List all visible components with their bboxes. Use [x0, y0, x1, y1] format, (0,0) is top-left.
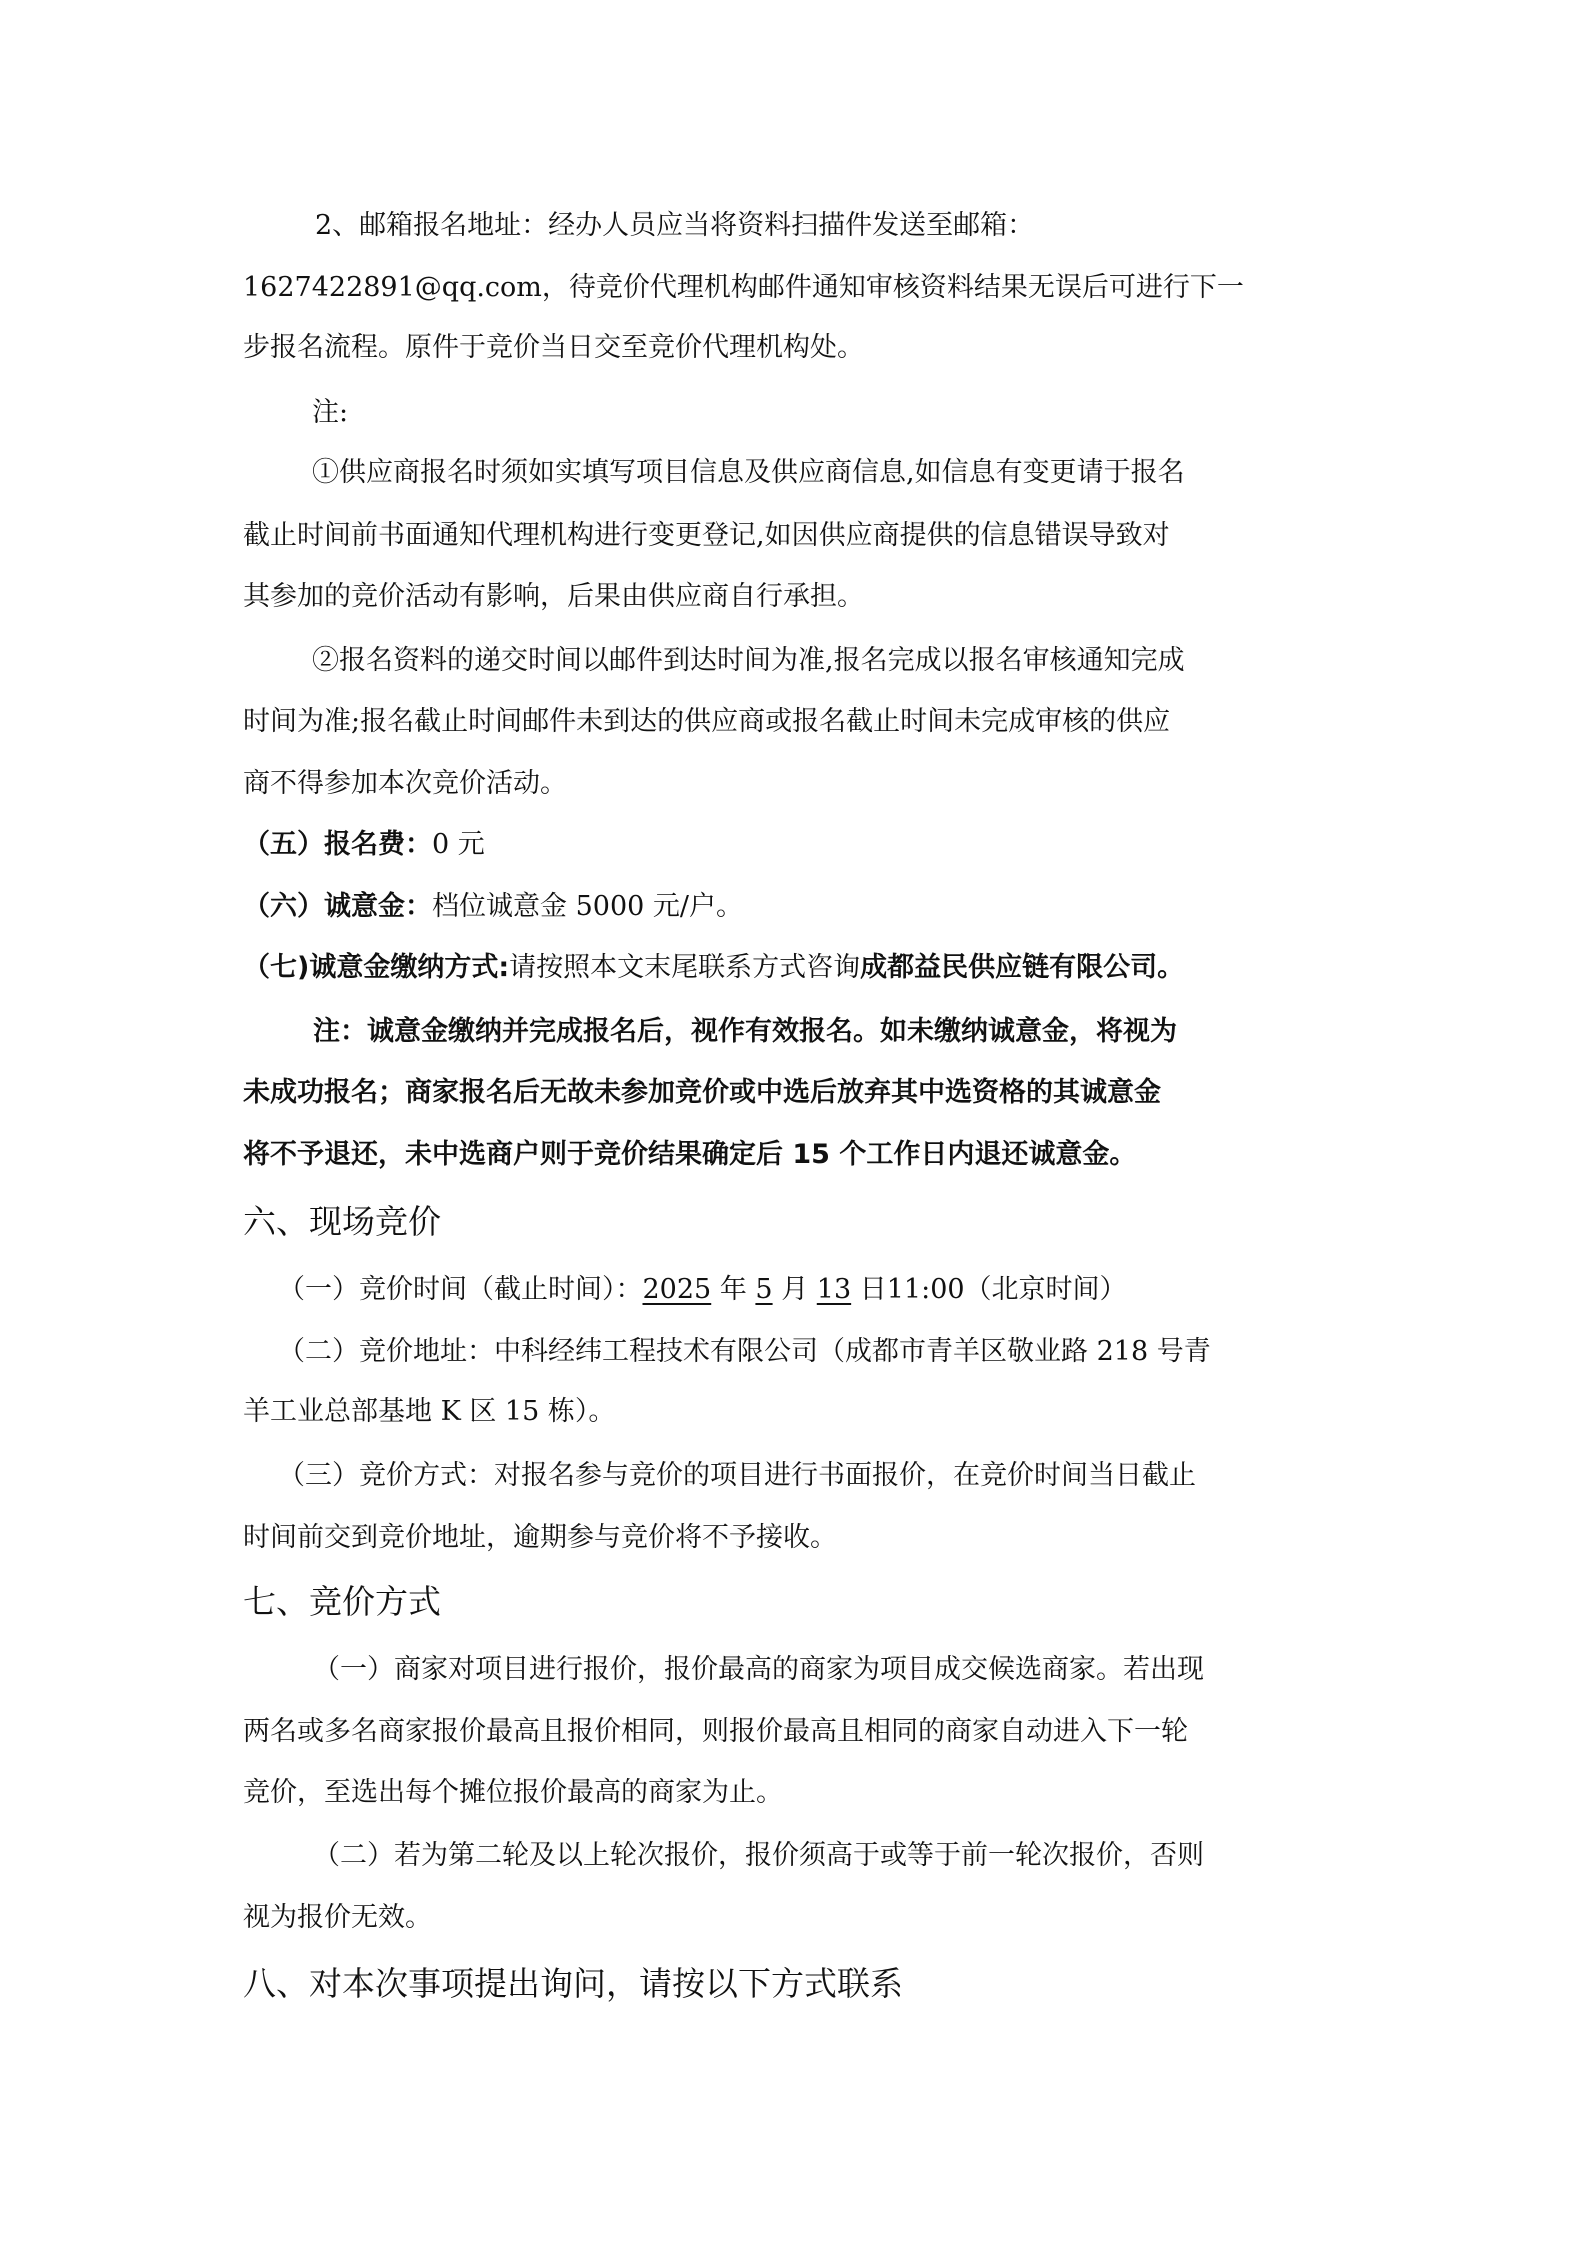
email-section-line-2: 1627422891@qq.com，待竞价代理机构邮件通知审核资料结果无误后可进行下一: [243, 272, 1244, 303]
bidding-time-rest: 11:00（北京时间）: [886, 1274, 1127, 1305]
deposit-note-line-2: 未成功报名；商家报名后无故未参加竞价或中选后放弃其中选资格的其诚意金: [243, 1077, 1161, 1108]
section-7-heading: 七、竞价方式: [243, 1582, 441, 1621]
payment-text: 请按照本文末尾联系方式咨询: [509, 952, 861, 983]
registration-fee: [243, 825, 485, 865]
section-7-p1-line-3: 竞价，至选出每个摊位报价最高的商家为止。: [243, 1777, 783, 1808]
bidding-address-line-2: 羊工业总部基地 K 区 15 栋）。: [243, 1396, 616, 1427]
note-item1-line-1: ①供应商报名时须如实填写项目信息及供应商信息,如信息有变更请于报名: [312, 457, 1185, 488]
section-7-p2-line-1: （二）若为第二轮及以上轮次报价，报价须高于或等于前一轮次报价，否则: [313, 1840, 1204, 1871]
note-item2-line-3: 商不得参加本次竞价活动。: [243, 768, 567, 799]
deposit-value: 档位诚意金 5000 元/户。: [432, 891, 743, 922]
email-section-line-3: 步报名流程。原件于竞价当日交至竞价代理机构处。: [243, 332, 864, 363]
note-item1-line-3: 其参加的竞价活动有影响，后果由供应商自行承担。: [243, 581, 864, 612]
deposit-note-line-1: 注：诚意金缴纳并完成报名后，视作有效报名。如未缴纳诚意金，将视为: [313, 1016, 1177, 1047]
note-label: 注:: [312, 397, 349, 428]
bidding-day-unit: 日: [859, 1274, 887, 1305]
deposit-note-line-3: 将不予退还，未中选商户则于竞价结果确定后 15 个工作日内退还诚意金。: [243, 1139, 1137, 1170]
email-section-line-1: 2、邮箱报名地址：经办人员应当将资料扫描件发送至邮箱：: [315, 210, 1035, 241]
bidding-method-line-2: 时间前交到竞价地址，逾期参与竞价将不予接收。: [243, 1522, 837, 1553]
section-6-heading: 六、现场竞价: [243, 1202, 441, 1241]
bidding-time: [278, 1270, 1127, 1310]
registration-fee-label: （五）报名费：: [243, 829, 432, 860]
bidding-time-label: （一）竞价时间（截止时间）：: [278, 1274, 643, 1305]
section-7-p1-line-1: （一）商家对项目进行报价，报价最高的商家为项目成交候选商家。若出现: [313, 1654, 1204, 1685]
note-item1-line-2: 截止时间前书面通知代理机构进行变更登记,如因供应商提供的信息错误导致对: [243, 520, 1170, 551]
bidding-address-line-1: （二）竞价地址：中科经纬工程技术有限公司（成都市青羊区敬业路 218 号青: [278, 1336, 1211, 1367]
registration-fee-value: 0 元: [432, 829, 485, 860]
bidding-month-unit: 月: [781, 1274, 809, 1305]
bidding-day: 13: [816, 1274, 852, 1305]
note-item2-line-1: ②报名资料的递交时间以邮件到达时间为准,报名完成以报名审核通知完成: [312, 645, 1185, 676]
payment-label: （七)诚意金缴纳方式:: [243, 952, 510, 983]
deposit-payment-method: [243, 948, 1184, 988]
bidding-method-line-1: （三）竞价方式：对报名参与竞价的项目进行书面报价，在竞价时间当日截止: [278, 1460, 1196, 1491]
section-8-heading: 八、对本次事项提出询问，请按以下方式联系: [243, 1964, 903, 2003]
deposit-label: （六）诚意金：: [243, 891, 432, 922]
bidding-year: 2025: [642, 1274, 712, 1305]
payment-company: 成都益民供应链有限公司。: [860, 952, 1185, 983]
bidding-month: 5: [755, 1274, 773, 1305]
deposit-amount: [243, 887, 743, 927]
section-7-p1-line-2: 两名或多名商家报价最高且报价相同，则报价最高且相同的商家自动进入下一轮: [243, 1716, 1188, 1747]
section-7-p2-line-2: 视为报价无效。: [243, 1902, 432, 1933]
note-item2-line-2: 时间为准;报名截止时间邮件未到达的供应商或报名截止时间未完成审核的供应: [243, 706, 1171, 737]
bidding-year-unit: 年: [719, 1274, 747, 1305]
